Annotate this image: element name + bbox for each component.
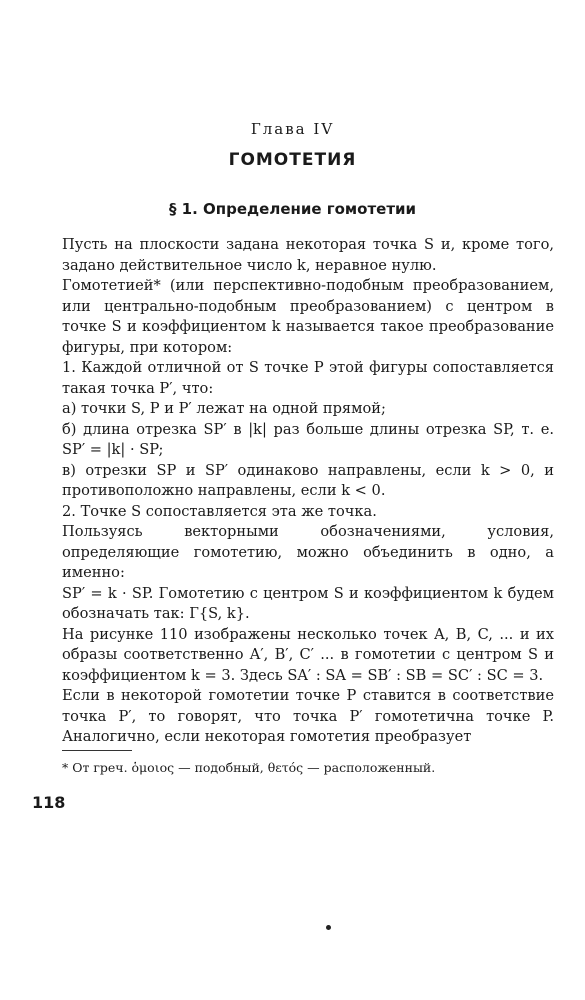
paragraph: 2. Точке S сопоставляется эта же точка. xyxy=(62,502,377,520)
paragraph: Если в некоторой гомотетии точке P ставится в соответствие точка P′, то говорят, что точка P′ гомотетична точке P. Аналогично, если некоторая гомотетия преобразует xyxy=(62,687,554,745)
paragraph: На рисунке 110 изображены несколько точек A, B, C, ... и их образы соответственно A′, B′, C′ ... в гомотетии с центром S и коэффициентом k = 3. Здесь SA′ : SA = SB′ : SB = SC′ : SC = 3. xyxy=(62,625,554,684)
paragraph: б) длина отрезка SP′ в |k| раз больше длины отрезка SP, т. е. SP′ = |k| · SP; xyxy=(62,420,554,458)
paragraph: а) точки S, P и P′ лежат на одной прямой; xyxy=(62,400,386,417)
body-text xyxy=(62,235,554,748)
paragraph: 1. Каждой отличной от S точке P этой фигуры сопоставляется такая точка P′, что: xyxy=(62,359,554,397)
footnote-divider xyxy=(62,750,132,751)
paragraph: в) отрезки SP и SP′ одинаково направлены, если k > 0, и противоположно направлены, если k < 0. xyxy=(62,461,554,499)
paragraph: Гомотетией* (или перспективно-подобным преобразованием, или центрально-подобным преобразованием) с центром в точке S и коэффициентом k называется такое преобразование фигуры, при котором: xyxy=(62,277,554,356)
chapter-title: ГОМОТЕТИЯ xyxy=(228,150,357,170)
footnote: * От греч. ὁμοιος — подобный, θετός — расположенный. xyxy=(62,760,436,775)
ink-dot xyxy=(326,925,331,930)
paragraph: Пользуясь векторными обозначениями, условия, определяющие гомотетию, можно объединить в одно, а именно: xyxy=(62,523,554,581)
section-title: § 1. Определение гомотетии xyxy=(168,200,417,218)
chapter-label: Глава IV xyxy=(250,120,335,138)
page-number: 118 xyxy=(32,793,66,812)
paragraph: Пусть на плоскости задана некоторая точка S и, кроме того, задано действительное число k, неравное нулю. xyxy=(62,236,554,274)
paragraph: SP′ = k · SP. Гомотетию с центром S и коэффициентом k будем обозначать так: Г{S, k}. xyxy=(62,584,554,622)
